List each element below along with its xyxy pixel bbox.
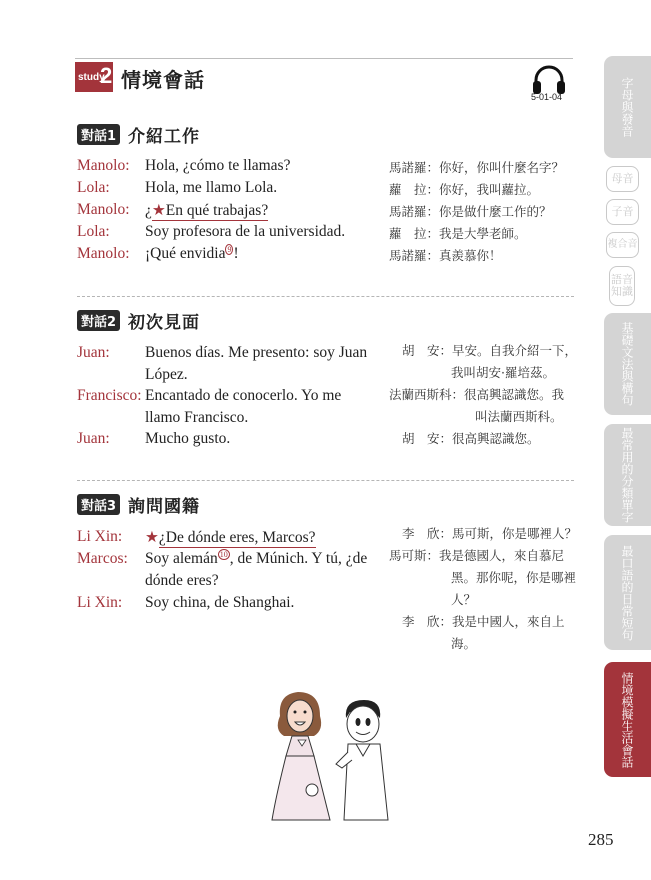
spanish-line: Soy profesora de la universidad. [145,223,346,240]
spanish-line [145,201,268,220]
line-text: ¡Qué envidia [145,245,226,262]
chinese-line: 我叫胡安·羅培茲。 [451,365,555,380]
dialogue-name: 初次見面 [128,313,201,333]
line-text: Soy alemán [145,550,218,567]
section-divider [77,480,574,481]
speaker: Manolo: [77,157,130,174]
dialogue-badge: 對話3 [77,494,120,515]
line-end: , de Múnich. Y tú, ¿de [229,550,368,567]
spanish-line [145,245,239,263]
subtab-label: 語音知識 [611,273,633,298]
subtab-phonetics-knowledge[interactable] [609,266,635,306]
chinese-line: 法蘭西斯科：很高興認識您。我 [389,387,565,402]
dialogue-1-title [77,122,201,147]
tab-label: 基礎文法與構句 [620,322,634,406]
study-number: 2 [100,63,113,88]
key-phrase: ¿De dónde eres, Marcos? [158,529,316,546]
dialogue-badge: 對話1 [77,124,120,145]
note-marker: 10 [219,549,228,559]
tab-alphabet-pronunciation[interactable] [604,56,651,158]
section-divider [77,296,574,297]
spanish-line: Hola, me llamo Lola. [145,179,278,196]
audio-track-code: 5-01-04 [531,92,563,102]
spanish-line-cont: López. [145,366,188,383]
chinese-line: 李 欣：馬可斯，你是哪裡人？ [402,526,578,541]
tab-common-vocabulary[interactable] [604,424,651,526]
chinese-line: 馬可斯：我是德國人，來自慕尼 [389,548,565,563]
speaker: Manolo: [77,201,130,218]
dialogue-name: 介紹工作 [128,127,201,147]
chinese-line: 海。 [451,636,477,651]
chinese-line: 胡 安：早安。自我介紹一下， [402,343,578,358]
note-marker: 9 [227,244,232,254]
dialogue-badge: 對話2 [77,310,120,331]
speaker: Li Xin: [77,594,123,611]
chinese-line: 叫法蘭西斯科。 [475,409,563,424]
spanish-line [145,528,316,547]
page-number: 285 [588,830,614,849]
spanish-line: Mucho gusto. [145,430,231,447]
spanish-line: Buenos días. Me presento: soy Juan [145,344,368,361]
chinese-line: 馬諾羅：真羨慕你！ [389,248,502,263]
speaker: Manolo: [77,245,130,262]
dialogue-2-title [77,308,201,333]
key-phrase: En qué trabajas? [165,202,269,219]
subtab-label: 子音 [611,205,634,218]
star-icon: ★ [151,202,166,219]
subtab-vowels[interactable] [606,166,639,192]
spanish-line [145,550,367,568]
study-badge [75,62,113,92]
speaker: Li Xin: [77,528,123,545]
chinese-line: 蘿 拉：你好，我叫蘿拉。 [389,182,540,197]
subtab-compound-sounds[interactable] [606,232,639,258]
chinese-line: 黑。那你呢，你是哪裡 [451,570,577,585]
speaker: Marcos: [77,550,128,567]
speaker: Lola: [77,223,110,240]
line-end: ! [233,245,239,262]
dialogue-3-title [77,492,201,517]
section-title: 情境會話 [121,68,205,92]
chinese-line: 人？ [451,592,477,607]
tab-label: 情境模擬生活會話 [620,671,634,768]
spanish-line: Soy china, de Shanghai. [145,594,295,611]
illustration-two-people [268,686,418,826]
tab-label: 最常用的分類單字 [620,427,634,523]
tab-label: 最口語的日常短句 [620,544,634,641]
inverted-question-mark: ¿ [145,202,152,219]
chinese-line: 李 欣：我是中國人，來自上 [402,614,565,629]
tab-situational-conversation[interactable] [604,662,651,777]
subtab-label: 複合音 [607,239,638,250]
subtab-consonants[interactable] [606,199,639,225]
tab-daily-phrases[interactable] [604,535,651,650]
speaker: Lola: [77,179,110,196]
tab-label: 字母與發音 [620,77,634,137]
subtab-label: 母音 [611,172,634,185]
spanish-line-cont: dónde eres? [145,572,219,589]
chinese-line: 馬諾羅：你好，你叫什麼名字？ [389,160,565,175]
speaker: Juan: [77,430,110,447]
chinese-line: 胡 安：很高興認識您。 [402,431,540,446]
tab-basic-grammar[interactable] [604,313,651,415]
study-word: study [78,72,105,83]
chinese-line: 馬諾羅：你是做什麼工作的？ [389,204,552,219]
spanish-line: Encantado de conocerlo. Yo me [145,387,342,404]
speaker: Francisco: [77,387,142,404]
spanish-line: Hola, ¿cómo te llamas? [145,157,291,174]
spanish-line-cont: llamo Francisco. [145,409,249,426]
top-rule [75,58,573,59]
speaker: Juan: [77,344,110,361]
dialogue-name: 詢問國籍 [128,497,201,517]
chinese-line: 蘿 拉：我是大學老師。 [389,226,527,241]
star-icon: ★ [145,529,159,546]
